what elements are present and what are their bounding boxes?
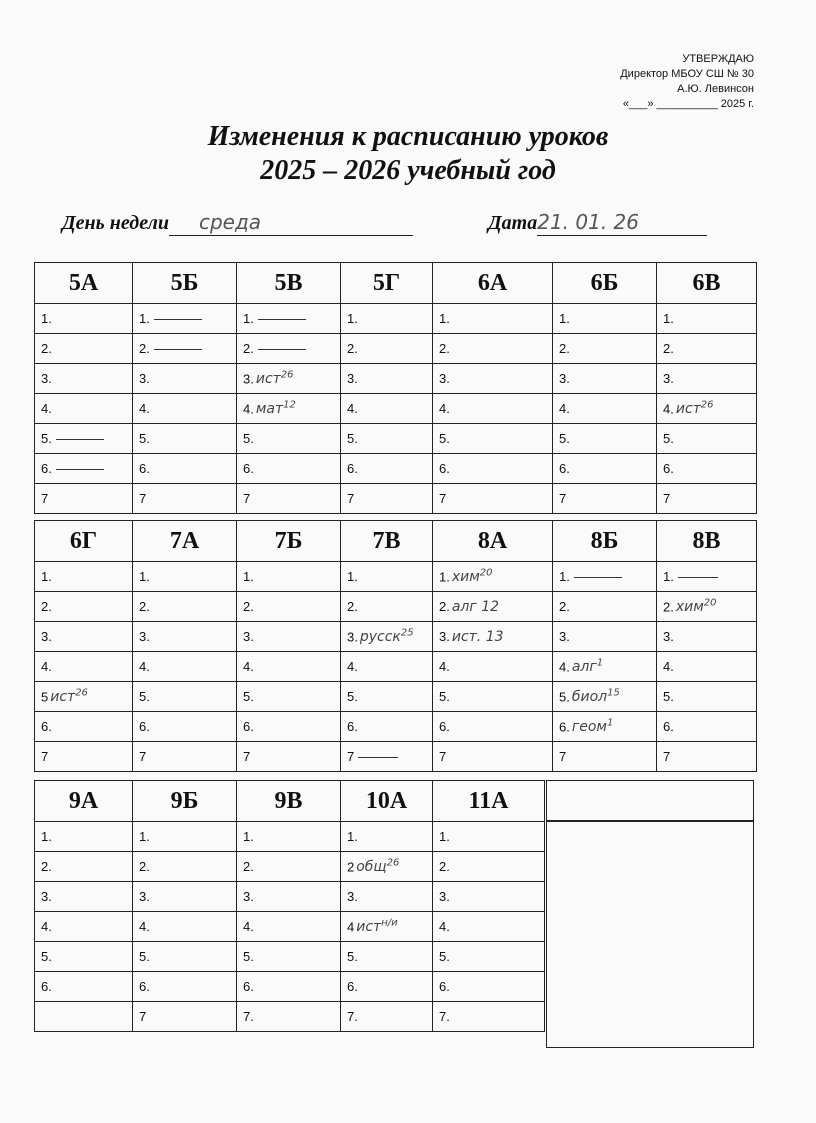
class-header: 9В	[237, 781, 341, 822]
lesson-cell: 6.	[237, 712, 341, 742]
lesson-row	[35, 822, 545, 852]
lesson-row	[35, 622, 757, 652]
handwritten-note: общ$^{26}$	[356, 857, 400, 876]
lesson-cell: 2.	[553, 334, 657, 364]
lesson-cell: 6.	[133, 454, 237, 484]
lesson-row	[35, 742, 757, 772]
lesson-cell: 2 общ$^{26}$	[341, 852, 433, 882]
class-header: 5Г	[341, 263, 433, 304]
lesson-cell: 7	[35, 484, 133, 514]
lesson-cell: 5 ист$^{26}$	[35, 682, 133, 712]
day-line	[169, 210, 413, 236]
lesson-row	[35, 484, 757, 514]
lesson-cell: 5.	[657, 424, 757, 454]
lesson-cell: 7	[237, 484, 341, 514]
lesson-cell: 2.	[237, 334, 341, 364]
lesson-cell: 5. биол$^{15}$	[553, 682, 657, 712]
lesson-cell: 7	[133, 1002, 237, 1032]
lesson-cell: 3.	[341, 364, 433, 394]
lesson-row	[35, 304, 757, 334]
cancel-mark	[678, 577, 718, 578]
lesson-cell: 3.	[133, 364, 237, 394]
handwritten-note: ист. 13	[451, 628, 504, 645]
lesson-cell: 2.	[35, 334, 133, 364]
day-of-week-field	[62, 210, 413, 236]
lesson-cell: 6.	[433, 712, 553, 742]
lesson-row	[35, 1002, 545, 1032]
lesson-cell: 1.	[433, 822, 545, 852]
date-line	[537, 210, 707, 236]
lesson-cell: 7	[133, 742, 237, 772]
lesson-cell: 1.	[35, 304, 133, 334]
lesson-cell: 6.	[237, 972, 341, 1002]
cancel-mark	[574, 577, 622, 578]
lesson-cell: 1.	[133, 822, 237, 852]
lesson-cell: 3.	[553, 622, 657, 652]
class-header-row	[35, 521, 757, 562]
lesson-cell: 5.	[433, 424, 553, 454]
lesson-cell: 7.	[341, 1002, 433, 1032]
lesson-cell: 1.	[133, 562, 237, 592]
empty-header-box	[546, 780, 754, 822]
lesson-cell: 4.	[433, 394, 553, 424]
lesson-cell: 2.	[657, 334, 757, 364]
lesson-row	[35, 682, 757, 712]
class-header: 8А	[433, 521, 553, 562]
lesson-cell: 4. алг$^1$	[553, 652, 657, 682]
lesson-cell: 4.	[341, 652, 433, 682]
lesson-cell	[35, 1002, 133, 1032]
lesson-cell: 2.	[433, 852, 545, 882]
approval-title: УТВЕРЖДАЮ	[682, 53, 754, 65]
lesson-cell: 2.	[133, 334, 237, 364]
lesson-cell: 4.	[433, 912, 545, 942]
lesson-cell: 2.	[133, 592, 237, 622]
lesson-cell: 7	[553, 484, 657, 514]
lesson-cell: 3.	[553, 364, 657, 394]
lesson-cell: 3.	[433, 882, 545, 912]
cancel-mark	[258, 349, 306, 350]
lesson-row	[35, 334, 757, 364]
lesson-cell: 6.	[35, 972, 133, 1002]
lesson-cell: 4.	[237, 912, 341, 942]
lesson-row	[35, 394, 757, 424]
lesson-cell: 2.	[553, 592, 657, 622]
lesson-cell: 2.	[237, 852, 341, 882]
lesson-cell: 7	[657, 742, 757, 772]
lesson-cell: 3.	[35, 882, 133, 912]
handwritten-note: ист$^{н/и}$	[356, 917, 398, 936]
lesson-cell: 5.	[433, 682, 553, 712]
handwritten-note: ист$^{26}$	[50, 687, 88, 706]
handwritten-note: алг 12	[451, 598, 500, 615]
class-header: 9А	[35, 781, 133, 822]
lesson-cell: 1.	[35, 562, 133, 592]
lesson-cell: 4.	[35, 394, 133, 424]
lesson-cell: 3.	[433, 364, 553, 394]
approval-stamp	[620, 52, 754, 112]
handwritten-note: хим$^{20}$	[451, 567, 493, 586]
lesson-cell: 6. геом$^1$	[553, 712, 657, 742]
class-header: 5В	[237, 263, 341, 304]
handwritten-note: хим$^{20}$	[675, 597, 717, 616]
lesson-cell: 1.	[341, 822, 433, 852]
lesson-cell: 1.	[553, 304, 657, 334]
class-header: 6В	[657, 263, 757, 304]
lesson-cell: 3. ист$^{26}$	[237, 364, 341, 394]
cancel-mark	[56, 439, 104, 440]
lesson-cell: 3.	[237, 622, 341, 652]
lesson-cell: 5.	[341, 942, 433, 972]
class-header-row	[35, 263, 757, 304]
lesson-cell: 5.	[237, 424, 341, 454]
approval-date: «___» __________ 2025 г.	[622, 98, 754, 110]
lesson-cell: 7.	[433, 1002, 545, 1032]
lesson-cell: 2.	[433, 334, 553, 364]
lesson-cell: 2.	[133, 852, 237, 882]
lesson-cell: 7	[341, 484, 433, 514]
lesson-cell: 7	[341, 742, 433, 772]
cancel-mark	[154, 349, 202, 350]
lesson-cell: 4.	[341, 394, 433, 424]
lesson-cell: 1.	[133, 304, 237, 334]
approval-name: А.Ю. Левинсон	[677, 83, 754, 95]
lesson-cell: 6.	[341, 454, 433, 484]
lesson-cell: 7	[237, 742, 341, 772]
cancel-mark	[56, 469, 104, 470]
lesson-cell: 3.	[237, 882, 341, 912]
lesson-cell: 1. хим$^{20}$	[433, 562, 553, 592]
cancel-mark	[154, 319, 202, 320]
schedule-block-3	[34, 780, 545, 1032]
lesson-cell: 6.	[657, 712, 757, 742]
lesson-cell: 4.	[133, 652, 237, 682]
lesson-cell: 7.	[237, 1002, 341, 1032]
day-label: День недели	[62, 212, 169, 234]
lesson-cell: 3.	[133, 882, 237, 912]
lesson-row	[35, 652, 757, 682]
lesson-row	[35, 454, 757, 484]
lesson-cell: 5.	[133, 942, 237, 972]
lesson-cell: 6.	[133, 712, 237, 742]
lesson-cell: 1.	[553, 562, 657, 592]
day-value: среда	[198, 210, 262, 234]
lesson-cell: 1.	[433, 304, 553, 334]
lesson-cell: 3.	[35, 622, 133, 652]
lesson-cell: 7	[553, 742, 657, 772]
class-header: 8Б	[553, 521, 657, 562]
lesson-cell: 1.	[237, 304, 341, 334]
lesson-cell: 2. алг 12	[433, 592, 553, 622]
lesson-cell: 6.	[133, 972, 237, 1002]
lesson-row	[35, 852, 545, 882]
date-value: 21. 01. 26	[537, 210, 639, 234]
class-header: 11А	[433, 781, 545, 822]
lesson-cell: 1.	[237, 562, 341, 592]
lesson-cell: 1.	[657, 304, 757, 334]
lesson-cell: 6.	[433, 972, 545, 1002]
lesson-cell: 5.	[133, 424, 237, 454]
lesson-cell: 4.	[553, 394, 657, 424]
class-header: 7Б	[237, 521, 341, 562]
lesson-cell: 1.	[35, 822, 133, 852]
handwritten-note: русск$^{25}$	[359, 627, 414, 646]
lesson-row	[35, 912, 545, 942]
lesson-row	[35, 364, 757, 394]
lesson-cell: 5.	[433, 942, 545, 972]
lesson-cell: 5.	[35, 942, 133, 972]
handwritten-note: алг$^1$	[571, 657, 604, 676]
lesson-cell: 2.	[35, 852, 133, 882]
lesson-cell: 4.	[35, 912, 133, 942]
lesson-cell: 4.	[35, 652, 133, 682]
schedule-block-2	[34, 520, 757, 772]
lesson-cell: 3.	[35, 364, 133, 394]
title-line-2: 2025 – 2026 учебный год	[260, 155, 556, 186]
page-title	[0, 120, 816, 188]
cancel-mark	[258, 319, 306, 320]
lesson-row	[35, 592, 757, 622]
lesson-row	[35, 712, 757, 742]
lesson-cell: 3.	[657, 622, 757, 652]
lesson-cell: 7	[657, 484, 757, 514]
lesson-row	[35, 972, 545, 1002]
class-header: 6А	[433, 263, 553, 304]
schedule-block-1	[34, 262, 757, 514]
class-header: 5Б	[133, 263, 237, 304]
lesson-cell: 6.	[35, 454, 133, 484]
lesson-cell: 1.	[657, 562, 757, 592]
handwritten-note: геом$^1$	[571, 717, 614, 736]
class-header: 6Г	[35, 521, 133, 562]
class-header: 7В	[341, 521, 433, 562]
approval-director: Директор МБОУ СШ № 30	[620, 68, 754, 80]
class-header: 5А	[35, 263, 133, 304]
class-header: 10А	[341, 781, 433, 822]
lesson-cell: 4.	[133, 912, 237, 942]
date-field	[488, 210, 707, 236]
lesson-cell: 5.	[35, 424, 133, 454]
handwritten-note: биол$^{15}$	[571, 687, 620, 706]
lesson-cell: 2.	[237, 592, 341, 622]
lesson-cell: 4. ист$^{26}$	[657, 394, 757, 424]
lesson-cell: 7	[433, 484, 553, 514]
lesson-cell: 1.	[341, 562, 433, 592]
lesson-cell: 2. хим$^{20}$	[657, 592, 757, 622]
lesson-cell: 3. русск$^{25}$	[341, 622, 433, 652]
lesson-cell: 6.	[35, 712, 133, 742]
lesson-cell: 5.	[553, 424, 657, 454]
lesson-cell: 2.	[341, 592, 433, 622]
lesson-cell: 6.	[237, 454, 341, 484]
class-header-row	[35, 781, 545, 822]
lesson-cell: 6.	[341, 712, 433, 742]
lesson-cell: 7	[433, 742, 553, 772]
handwritten-note: ист$^{26}$	[255, 369, 294, 388]
class-header: 8В	[657, 521, 757, 562]
lesson-cell: 5.	[657, 682, 757, 712]
lesson-cell: 1.	[237, 822, 341, 852]
lesson-cell: 5.	[237, 942, 341, 972]
class-header: 6Б	[553, 263, 657, 304]
lesson-row	[35, 562, 757, 592]
lesson-cell: 1.	[341, 304, 433, 334]
lesson-cell: 3.	[341, 882, 433, 912]
lesson-cell: 3.	[657, 364, 757, 394]
lesson-cell: 5.	[237, 682, 341, 712]
lesson-row	[35, 882, 545, 912]
date-label: Дата	[488, 212, 538, 234]
lesson-cell: 4 ист$^{н/и}$	[341, 912, 433, 942]
title-line-1: Изменения к расписанию уроков	[207, 121, 609, 152]
lesson-cell: 4. мат$^{12}$	[237, 394, 341, 424]
lesson-cell: 6.	[433, 454, 553, 484]
empty-notes-box	[546, 820, 754, 1048]
handwritten-note: ист$^{26}$	[675, 399, 714, 418]
lesson-cell: 4.	[237, 652, 341, 682]
lesson-cell: 5.	[341, 682, 433, 712]
lesson-cell: 4.	[133, 394, 237, 424]
lesson-cell: 2.	[35, 592, 133, 622]
lesson-cell: 5.	[133, 682, 237, 712]
lesson-cell: 7	[133, 484, 237, 514]
class-header: 9Б	[133, 781, 237, 822]
lesson-cell: 5.	[341, 424, 433, 454]
lesson-cell: 3. ист. 13	[433, 622, 553, 652]
lesson-cell: 7	[35, 742, 133, 772]
lesson-row	[35, 424, 757, 454]
lesson-cell: 4.	[657, 652, 757, 682]
lesson-cell: 2.	[341, 334, 433, 364]
lesson-cell: 6.	[657, 454, 757, 484]
lesson-cell: 6.	[341, 972, 433, 1002]
handwritten-note: мат$^{12}$	[255, 399, 296, 418]
lesson-cell: 4.	[433, 652, 553, 682]
class-header: 7А	[133, 521, 237, 562]
cancel-mark	[358, 757, 398, 758]
lesson-cell: 3.	[133, 622, 237, 652]
lesson-row	[35, 942, 545, 972]
lesson-cell: 6.	[553, 454, 657, 484]
